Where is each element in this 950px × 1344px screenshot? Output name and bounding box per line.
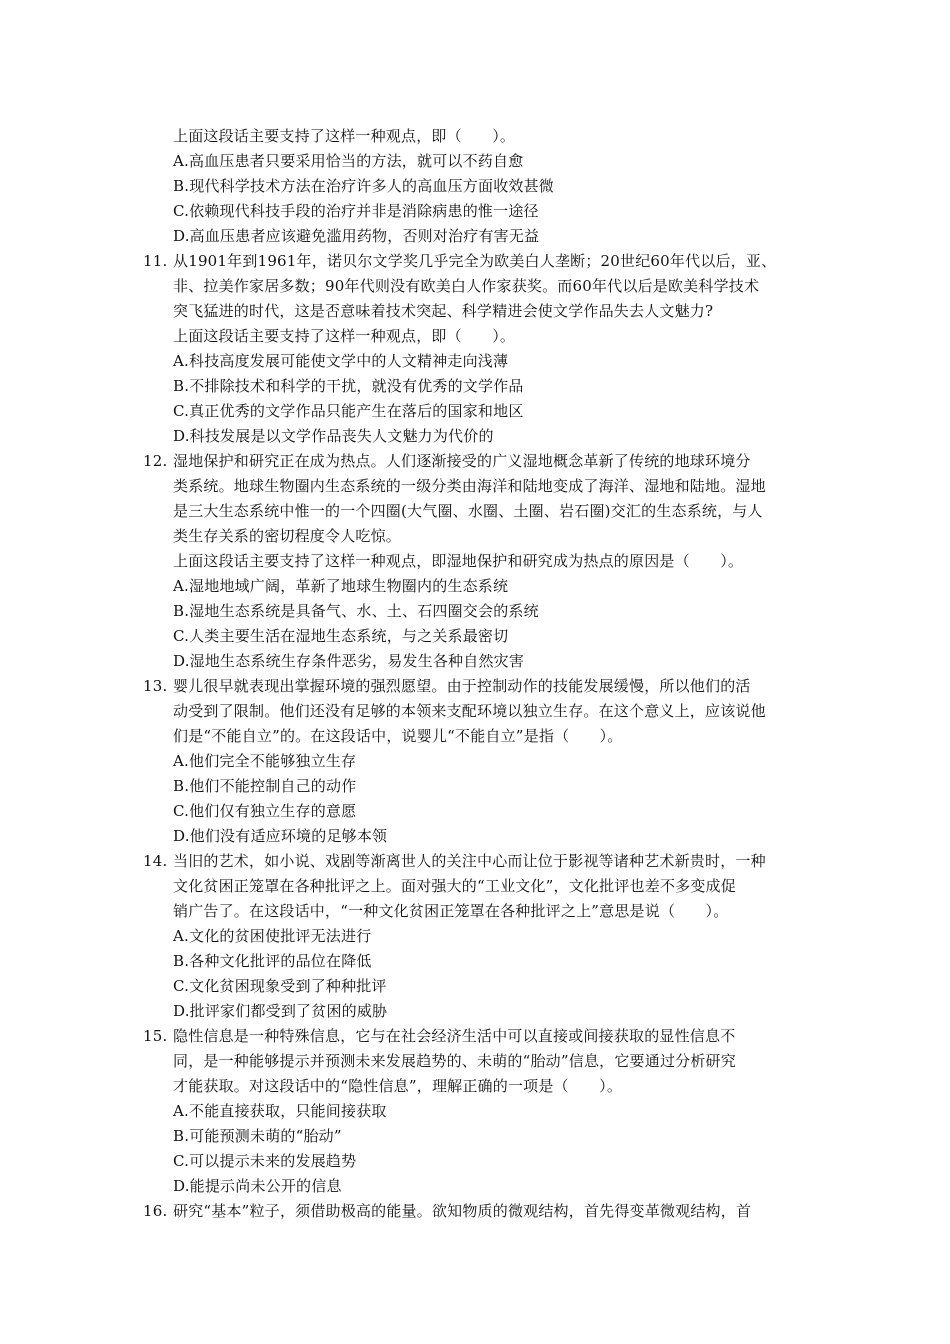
line-text: D.能提示尚未公开的信息 bbox=[173, 1177, 342, 1195]
line-text: 文化贫困正笼罩在各种批评之上。面对强大的“工业文化”，文化批评也差不多变成促 bbox=[173, 877, 736, 895]
line-text: 婴儿很早就表现出掌握环境的强烈愿望。由于控制动作的技能发展缓慢，所以他们的活 bbox=[173, 677, 751, 695]
line-text: B.湿地生态系统是具备气、水、土、石四圈交会的系统 bbox=[173, 602, 539, 620]
line-text: 研究“基本”粒子，须借助极高的能量。欲知物质的微观结构，首先得变革微观结构，首 bbox=[173, 1202, 752, 1220]
line-text: A.不能直接获取，只能间接获取 bbox=[173, 1102, 387, 1120]
line-text: 从1901年到1961年，诺贝尔文学奖几乎完全为欧美白人垄断；20世纪60年代以后，亚、 bbox=[173, 252, 777, 270]
line-text: 上面这段话主要支持了这样一种观点，即（ ）。 bbox=[173, 127, 516, 145]
line-text: 上面这段话主要支持了这样一种观点，即湿地保护和研究成为热点的原因是（ ）。 bbox=[173, 552, 744, 570]
line-text: B.他们不能控制自己的动作 bbox=[173, 777, 357, 795]
line-text: C.人类主要生活在湿地生态系统，与之关系最密切 bbox=[173, 627, 509, 645]
question-number: 12. bbox=[143, 452, 168, 470]
question-number: 13. bbox=[143, 677, 168, 695]
line-text: A.湿地地域广阔，革新了地球生物圈内的生态系统 bbox=[173, 577, 509, 595]
line-text: A.他们完全不能够独立生存 bbox=[173, 752, 357, 770]
question-number: 11. bbox=[143, 252, 168, 270]
line-text: A.高血压患者只要采用恰当的方法，就可以不药自愈 bbox=[173, 152, 524, 170]
line-text: 同，是一种能够提示并预测未来发展趋势的、未萌的“胎动”信息，它要通过分析研究 bbox=[173, 1052, 736, 1070]
line-text: C.文化贫困现象受到了种种批评 bbox=[173, 977, 387, 995]
line-text: 隐性信息是一种特殊信息，它与在社会经济生活中可以直接或间接获取的显性信息不 bbox=[173, 1027, 736, 1045]
line-text: D.高血压患者应该避免滥用药物，否则对治疗有害无益 bbox=[173, 227, 540, 245]
line-text: 当旧的艺术，如小说、戏剧等渐离世人的关注中心而让位于影视等诸种艺术新贵时，一种 bbox=[173, 852, 766, 870]
line-text: B.现代科学技术方法在治疗许多人的高血压方面收效甚微 bbox=[173, 177, 554, 195]
question-number: 14. bbox=[143, 852, 168, 870]
line-text: 突飞猛进的时代，这是否意味着技术突起、科学精进会使文学作品失去人文魅力? bbox=[173, 302, 714, 320]
line-text: C.真正优秀的文学作品只能产生在落后的国家和地区 bbox=[173, 402, 524, 420]
line-text: D.他们没有适应环境的足够本领 bbox=[173, 827, 388, 845]
line-text: 类生存关系的密切程度令人吃惊。 bbox=[173, 527, 402, 545]
line-text: D.湿地生态系统生存条件恶劣，易发生各种自然灾害 bbox=[173, 652, 525, 670]
line-text: A.科技高度发展可能使文学中的人文精神走向浅薄 bbox=[173, 352, 509, 370]
line-text: 非、拉美作家居多数；90年代则没有欧美白人作家获奖。而60年代以后是欧美科学技术 bbox=[173, 277, 760, 295]
line-text: B.各种文化批评的品位在降低 bbox=[173, 952, 372, 970]
line-text: D.批评家们都受到了贫困的威胁 bbox=[173, 1002, 388, 1020]
line-text: D.科技发展是以文学作品丧失人文魅力为代价的 bbox=[173, 427, 494, 445]
line-text: 是三大生态系统中惟一的一个四圈(大气圈、水圈、土圈、岩石圈)交汇的生态系统，与人 bbox=[173, 502, 763, 520]
line-text: C.可以提示未来的发展趋势 bbox=[173, 1152, 357, 1170]
line-text: A.文化的贫困使批评无法进行 bbox=[173, 927, 372, 945]
line-text: 动受到了限制。他们还没有足够的本领来支配环境以独立生存。在这个意义上，应该说他 bbox=[173, 702, 766, 720]
line-text: B.可能预测未萌的“胎动” bbox=[173, 1127, 342, 1145]
line-text: 湿地保护和研究正在成为热点。人们逐渐接受的广义湿地概念革新了传统的地球环境分 bbox=[173, 452, 751, 470]
line-text: 才能获取。对这段话中的“隐性信息”，理解正确的一项是（ ）。 bbox=[173, 1077, 623, 1095]
line-text: B.不排除技术和科学的干扰，就没有优秀的文学作品 bbox=[173, 377, 524, 395]
line-text: 们是“不能自立”的。在这段话中，说婴儿“不能自立”是指（ ）。 bbox=[173, 727, 623, 745]
line-text: 销广告了。在这段话中，“一种文化贫困正笼罩在各种批评之上”意思是说（ ）。 bbox=[173, 902, 729, 920]
question-number: 16. bbox=[143, 1202, 168, 1220]
line-text: 类系统。地球生物圈内生态系统的一级分类由海洋和陆地变成了海洋、湿地和陆地。湿地 bbox=[173, 477, 766, 495]
line-text: C.依赖现代科技手段的治疗并非是消除病患的惟一途径 bbox=[173, 202, 539, 220]
question-number: 15. bbox=[143, 1027, 168, 1045]
line-text: C.他们仅有独立生存的意愿 bbox=[173, 802, 357, 820]
line-text: 上面这段话主要支持了这样一种观点，即（ ）。 bbox=[173, 327, 516, 345]
